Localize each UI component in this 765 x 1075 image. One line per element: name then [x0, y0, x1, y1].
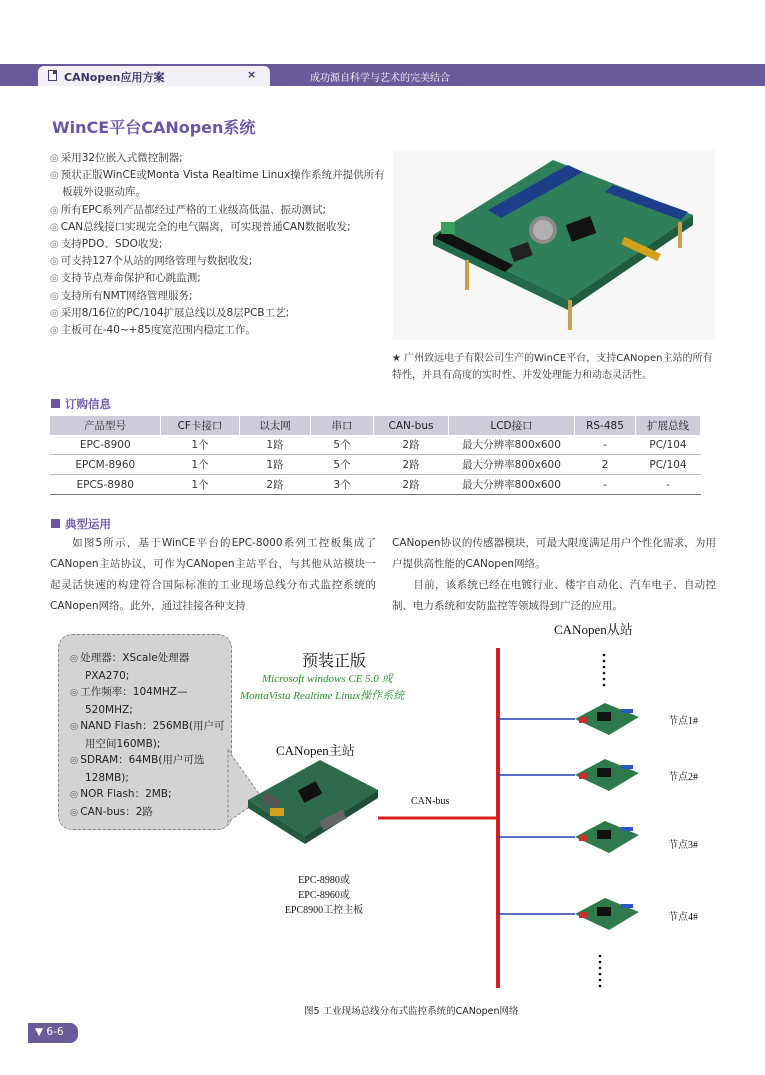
- page-number: ▼ 6-6: [35, 1026, 64, 1038]
- photo-caption: ★ 广州致远电子有限公司生产的WinCE平台，支持CANopen主站的所有特性，并具有高度的实时性、并发处理能力和动态灵活性。: [392, 353, 713, 381]
- spec-item: ◎ 工作频率：104MHZ—520MHZ;: [70, 686, 188, 716]
- table-cell: 2路: [240, 475, 311, 495]
- bullet-icon: ◎: [70, 755, 79, 766]
- column-header: 串口: [311, 416, 374, 435]
- bullet-icon: ◎: [70, 721, 79, 732]
- table-cell: 最大分辨率800x600: [449, 455, 575, 475]
- node-label: 节点3#: [668, 840, 698, 851]
- feature-item: ◎ 采用32位嵌入式微控制器;: [50, 152, 183, 164]
- order-table: [50, 416, 701, 495]
- feature-item: ◎ 支持所有NMT网络管理服务;: [50, 289, 193, 302]
- node-board-icon: [575, 898, 639, 930]
- epc-label: EPC-8960或: [298, 890, 350, 901]
- board-illustration: [393, 150, 715, 340]
- tab-title[interactable]: CANopen应用方案: [64, 71, 165, 84]
- bullet-icon: ◎: [50, 325, 59, 337]
- node-label: 节点1#: [668, 716, 698, 727]
- table-row: [50, 475, 701, 495]
- spec-item: ◎ NOR Flash：2MB;: [70, 788, 172, 800]
- network-diagram: [0, 600, 765, 1020]
- epc-label: EPC-8980或: [298, 875, 350, 886]
- column-header: 产品型号: [50, 416, 161, 435]
- os-label-line1: Microsoft windows CE 5.0 或: [262, 673, 393, 685]
- bullet-icon: ◎: [50, 204, 59, 216]
- column-header: RS-485: [575, 416, 636, 435]
- table-cell: EPCS-8980: [50, 475, 161, 495]
- column-header: 以太网: [240, 416, 311, 435]
- application-section-heading: 典型运用: [51, 516, 111, 532]
- table-cell: 2路: [374, 435, 449, 455]
- master-station-label: CANopen主站: [276, 743, 355, 758]
- table-cell: 1个: [161, 455, 240, 475]
- header-slogan: 成功源自科学与艺术的完美结合: [310, 73, 450, 84]
- spec-item: ◎ CAN-bus：2路: [70, 805, 153, 818]
- bullet-icon: ◎: [50, 239, 59, 251]
- table-cell: 1个: [161, 435, 240, 455]
- epc-board-labels: [276, 873, 372, 918]
- os-label-line2: MontaVista Realtime Linux操作系统: [240, 690, 405, 702]
- spec-item: ◎ NAND Flash：256MB(用户可用空间160MB);: [70, 720, 225, 750]
- table-cell: 2路: [374, 475, 449, 495]
- table-cell: 1路: [240, 435, 311, 455]
- feature-item: ◎ 支持节点寿命保护和心跳监测;: [50, 272, 201, 285]
- feature-item: ◎ 主板可在-40~+85度宽范围内稳定工作。: [50, 324, 256, 337]
- feature-item: ◎ 支持PDO、SDO收发;: [50, 238, 163, 251]
- column-header: 扩展总线: [636, 416, 701, 435]
- table-cell: 1个: [161, 475, 240, 495]
- bullet-icon: ◎: [70, 806, 79, 818]
- column-header: LCD接口: [449, 416, 575, 435]
- figure-caption: 图5 工业现场总线分布式监控系统的CANopen网络: [304, 1006, 519, 1017]
- feature-item: ◎ 所有EPC系列产品都经过严格的工业级高低温、振动测试;: [50, 203, 327, 216]
- table-cell: 5个: [311, 435, 374, 455]
- bullet-icon: ◎: [50, 221, 59, 233]
- table-cell: 2路: [374, 455, 449, 475]
- close-icon[interactable]: ×: [247, 68, 257, 81]
- feature-list: [50, 150, 385, 339]
- bullet-icon: ◎: [50, 307, 59, 319]
- preinstall-label: 预装正版: [302, 651, 367, 670]
- table-row: [50, 435, 701, 455]
- bullet-icon: ◎: [50, 256, 59, 268]
- node-label: 节点4#: [668, 912, 698, 923]
- table-cell: PC/104: [636, 455, 701, 475]
- table-cell: 1路: [240, 455, 311, 475]
- table-cell: 最大分辨率800x600: [449, 435, 575, 455]
- table-cell: 最大分辨率800x600: [449, 475, 575, 495]
- table-cell: -: [575, 475, 636, 495]
- bullet-icon: ◎: [70, 653, 79, 664]
- feature-item: ◎ 采用8/16位的PC/104扩展总线以及8层PCB工艺;: [50, 306, 290, 319]
- square-icon: [51, 399, 60, 408]
- bullet-icon: ◎: [70, 687, 79, 698]
- table-row: [50, 455, 701, 475]
- node-label: 节点2#: [668, 772, 698, 783]
- bullet-icon: ◎: [50, 290, 59, 302]
- bullet-icon: ◎: [70, 789, 79, 800]
- table-cell: PC/104: [636, 435, 701, 455]
- table-cell: 2: [575, 455, 636, 475]
- feature-item: ◎ 预状正版WinCE或Monta Vista Realtime Linux操作系统并提供所有板载外设驱动库。: [50, 169, 385, 199]
- column-header: CF卡接口: [161, 416, 240, 435]
- bullet-icon: ◎: [50, 170, 59, 182]
- application-paragraph-1: 如图5所示，基于WinCE平台的EPC-8000系列工控板集成了CANopen主站协议，可作为CANopen主站平台，与其他从站模块一起灵活快速的构建符合国际标准的工业现场总线分布式监控系统的CANopen网络。此外，通过挂接各种支持: [50, 537, 376, 612]
- bullet-icon: ◎: [50, 273, 59, 285]
- feature-item: ◎ CAN总线接口实现完全的电气隔离，可实现普通CAN数据收发;: [50, 220, 351, 233]
- canbus-label: CAN-bus: [411, 796, 450, 807]
- slave-station-label: CANopen从站: [554, 622, 633, 637]
- node-board-icon: [575, 821, 639, 853]
- master-board-icon: [248, 760, 378, 844]
- board-photo: [393, 150, 715, 340]
- spec-item: ◎ 处理器：XScale处理器PXA270;: [70, 652, 190, 682]
- square-icon: [51, 519, 60, 528]
- ellipsis-bottom: [599, 955, 602, 988]
- page-title: WinCE平台CANopen系统: [52, 118, 256, 137]
- table-cell: -: [636, 475, 701, 495]
- table-cell: -: [575, 435, 636, 455]
- epc-label: EPC8900工控主板: [284, 905, 364, 916]
- table-cell: EPCM-8960: [50, 455, 161, 475]
- node-board-icon: [575, 703, 639, 735]
- node-board-icon: [575, 759, 639, 791]
- document-icon: [48, 70, 57, 81]
- ellipsis-top: [603, 654, 606, 687]
- column-header: CAN-bus: [374, 416, 449, 435]
- table-header-row: [50, 416, 701, 435]
- bullet-icon: ◎: [50, 153, 59, 164]
- table-cell: 5个: [311, 455, 374, 475]
- table-cell: EPC-8900: [50, 435, 161, 455]
- feature-item: ◎ 可支持127个从站的网络管理与数据收发;: [50, 255, 253, 268]
- application-paragraph-2: CANopen协议的传感器模块，可最大限度满足用户个性化需求，为用户提供高性能的CANopen网络。 目前，该系统已经在电镀行业、楼宇自动化、汽车电子、自动控制、电力系统和安防监控等领域得到广泛的应用。: [392, 537, 716, 612]
- order-section-heading: 订购信息: [51, 396, 111, 412]
- table-cell: 3个: [311, 475, 374, 495]
- spec-item: ◎ SDRAM：64MB(用户可选128MB);: [70, 754, 205, 784]
